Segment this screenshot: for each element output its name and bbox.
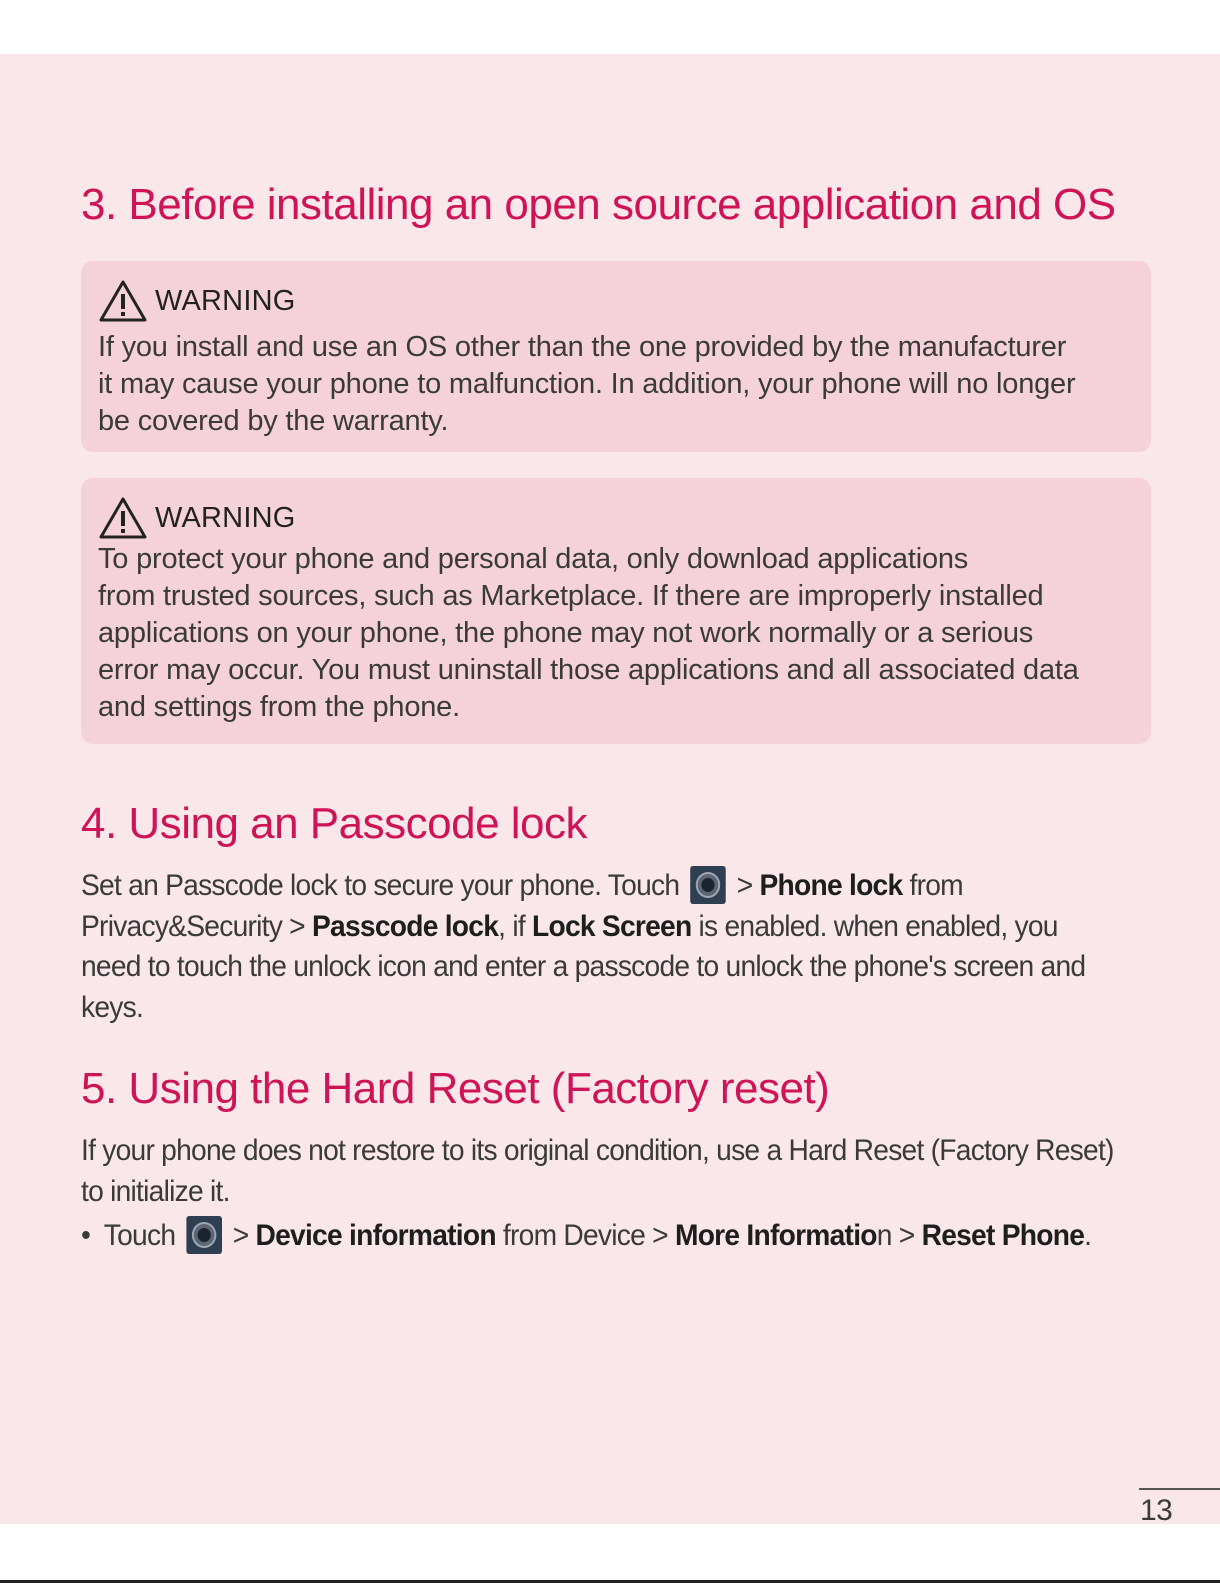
section-4-body (81, 866, 1153, 1028)
menu-path-phone-lock: Phone lock (759, 869, 903, 902)
footer-rule (1139, 1488, 1220, 1490)
body-text: > (729, 869, 760, 902)
warning-title: WARNING (155, 284, 296, 317)
warning-header (98, 496, 295, 540)
body-text: from (902, 869, 963, 902)
body-text: Set an Passcode lock to secure your phone. Touch (81, 869, 680, 902)
warning-line: If you install and use an OS other than the one provided by the manufacturer (98, 331, 1067, 363)
warning-line: applications on your phone, the phone may not work normally or a serious (98, 617, 1034, 649)
section-5-heading: 5. Using the Hard Reset (Factory reset) (81, 1064, 830, 1113)
warning-triangle-icon (98, 279, 148, 323)
body-text: need to touch the unlock icon and enter a passcode to unlock the phone's screen and (81, 950, 1086, 983)
menu-path-device-information: Device information (255, 1219, 496, 1252)
page-number: 13 (1140, 1494, 1173, 1527)
menu-path-passcode-lock: Passcode lock (311, 909, 499, 943)
warning-line: error may occur. You must uninstall those applications and all associated data (98, 654, 1079, 686)
settings-gear-icon (186, 1216, 222, 1254)
body-text: > (225, 1219, 256, 1252)
body-text: to initialize it. (81, 1174, 230, 1208)
warning-title: WARNING (155, 501, 296, 534)
warning-text (98, 329, 1131, 440)
section-4-heading: 4. Using an Passcode lock (81, 799, 588, 848)
warning-line: and settings from the phone. (98, 691, 460, 723)
menu-path-reset-phone: Reset Phone (921, 1219, 1085, 1252)
bullet-marker: • (81, 1219, 91, 1252)
menu-path-more-information: More Informatio (674, 1219, 877, 1252)
body-text: is enabled. when enabled, you (691, 909, 1058, 943)
section-5-bullet (81, 1216, 1153, 1257)
warning-triangle-icon (98, 496, 148, 540)
body-text: Privacy&Security > (81, 909, 312, 943)
section-3-heading: 3. Before installing an open source application and OS (81, 180, 1116, 229)
body-text: , if (498, 909, 533, 943)
body-text: from Device > (495, 1219, 675, 1252)
warning-header (98, 279, 295, 323)
body-text: keys. (81, 990, 144, 1024)
warning-box-2 (81, 478, 1151, 744)
warning-box-1 (81, 261, 1151, 452)
menu-path-lock-screen: Lock Screen (532, 909, 692, 943)
section-5-body (81, 1131, 1153, 1212)
body-text: . (1084, 1219, 1092, 1252)
body-text: Touch (103, 1219, 176, 1252)
settings-gear-icon (690, 866, 726, 904)
body-text: If your phone does not restore to its original condition, use a Hard Reset (Factory Reset) (81, 1134, 1114, 1167)
warning-line: it may cause your phone to malfunction. In addition, your phone will no longer (98, 368, 1076, 400)
warning-line: To protect your phone and personal data, only download applications (98, 543, 969, 575)
warning-text (98, 541, 1131, 726)
body-text: n > (876, 1219, 922, 1252)
manual-page (0, 54, 1220, 1527)
warning-line: from trusted sources, such as Marketplace. If there are improperly installed (98, 580, 1044, 612)
warning-line: be covered by the warranty. (98, 405, 449, 437)
